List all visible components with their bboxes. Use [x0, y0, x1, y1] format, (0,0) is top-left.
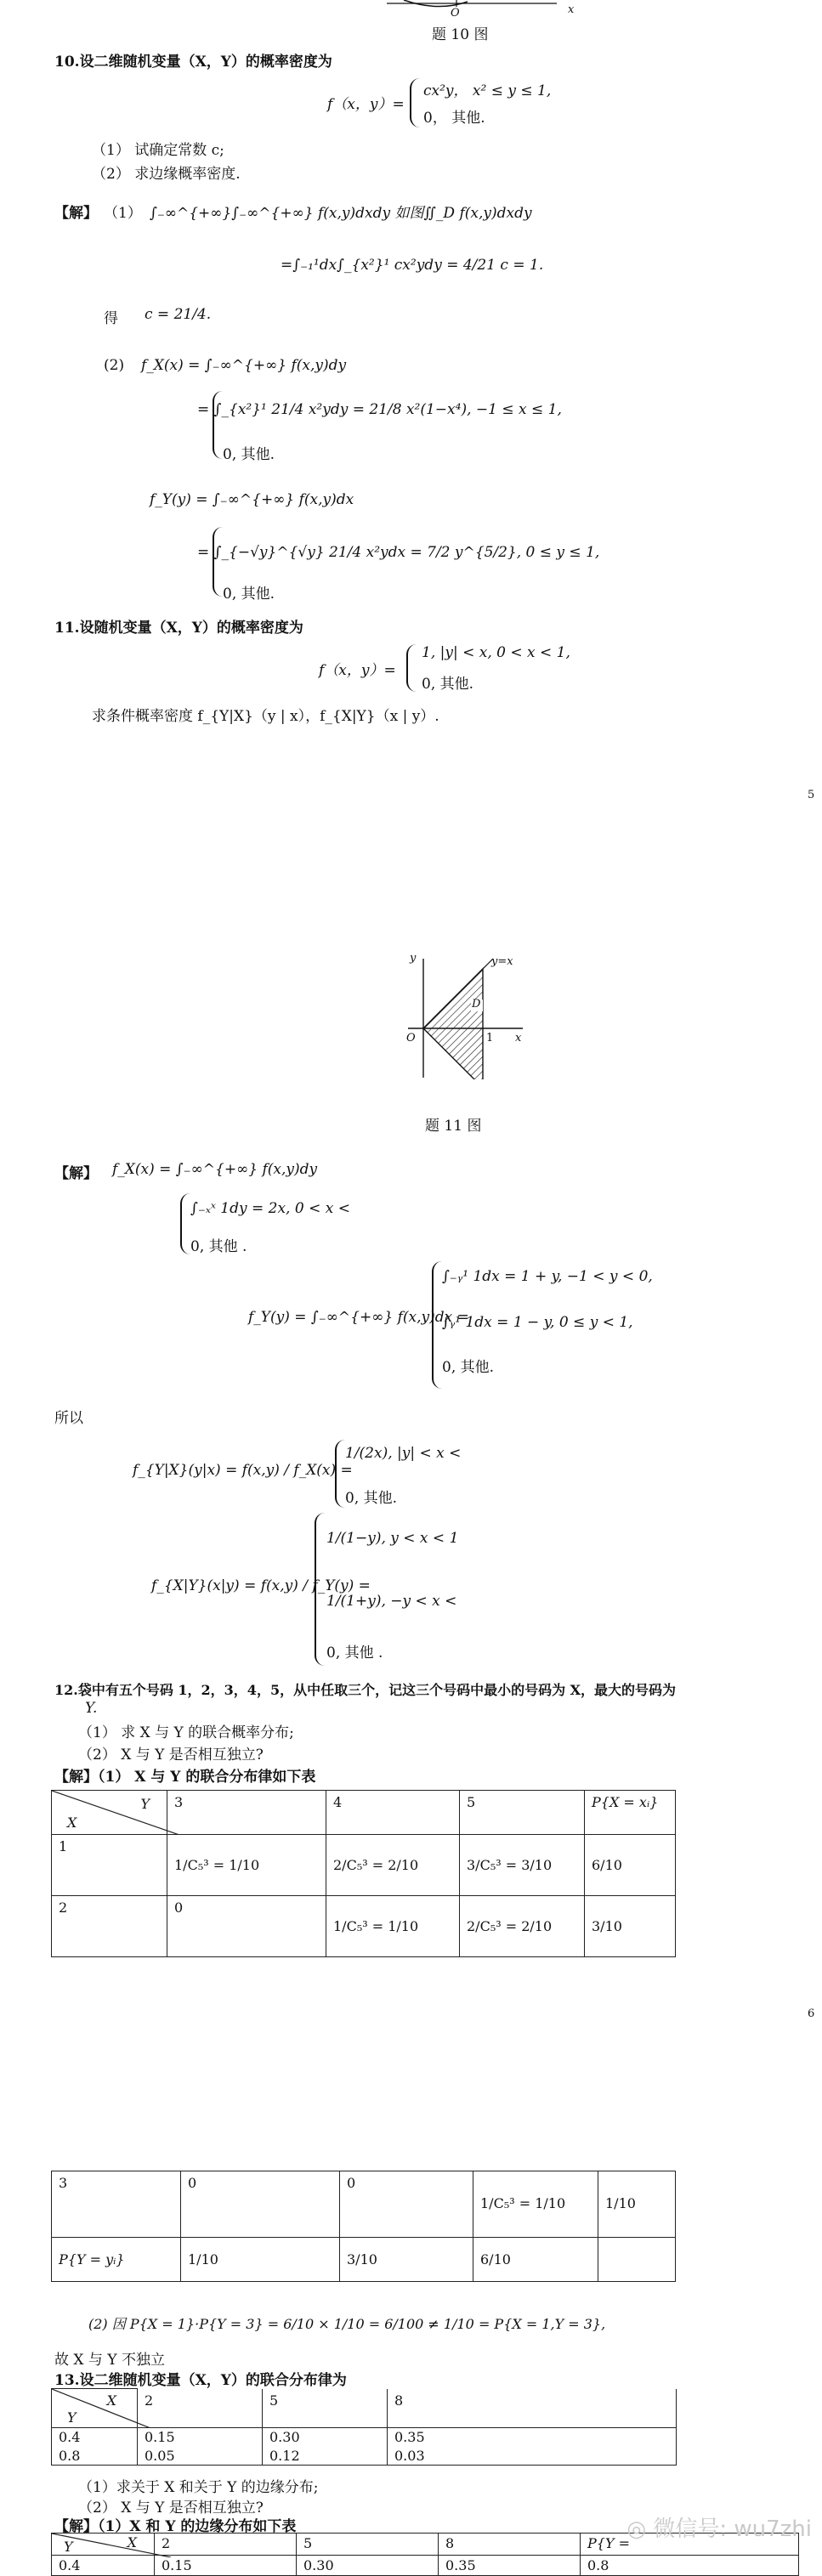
table-cell: 1/10 [598, 2171, 676, 2238]
p13-q2: （2） X 与 Y 是否相互独立? [78, 2500, 264, 2517]
p11-cond2-lhs: f_{X|Y}(x|y) = f(x,y) / f_Y(y) = [151, 1577, 371, 1594]
p13-solution: 【解】（1）X 和 Y 的边缘分布如下表 [54, 2518, 297, 2535]
table-cell: 0 [167, 1896, 326, 1957]
p11-fy-case3: 0, 其他. [442, 1359, 495, 1376]
table-cell: 0 [181, 2171, 340, 2238]
table-corner-cell [52, 2534, 155, 2556]
p11-fx-case1: ∫₋ₓˣ 1dy = 2x, 0 < x < [190, 1200, 350, 1217]
fig11-origin: O [406, 1032, 416, 1045]
column-header: 2 [155, 2534, 297, 2556]
corner-x-label: X [67, 1815, 77, 1831]
p12-joint-table-cont [51, 2171, 676, 2282]
p10-solution-2: (2) [104, 357, 125, 374]
table-cell [598, 2238, 676, 2282]
column-header: 2 [138, 2389, 263, 2428]
fig11-caption: 题 11 图 [425, 1118, 482, 1135]
p10-fy-brace [213, 527, 223, 597]
wechat-icon: ◎ [626, 2517, 654, 2542]
wechat-watermark [626, 2511, 812, 2543]
table-cell: 0.30 [263, 2428, 388, 2447]
p10-eq1: ∫₋∞^{+∞}∫₋∞^{+∞} f(x,y)dxdy 如图∬_D f(x,y)dxdy [150, 205, 532, 222]
row-header: P{Y = yᵢ} [52, 2238, 181, 2282]
table-cell: 1/C₅³ = 1/10 [167, 1835, 326, 1896]
p10-density-brace [410, 78, 420, 127]
p11-cond2-case2: 1/(1+y), −y < x < [326, 1593, 457, 1610]
table-cell: 1/C₅³ = 1/10 [473, 2171, 598, 2238]
table-cell: 6/10 [585, 1835, 676, 1896]
p10-q1: （1） 试确定常数 c; [92, 142, 224, 159]
column-header: P{X = xᵢ} [585, 1791, 676, 1835]
p11-density-case2: 0, 其他. [422, 676, 474, 693]
p11-so: 所以 [54, 1410, 83, 1427]
p13-q1: （1）求关于 X 和关于 Y 的边缘分布; [78, 2479, 319, 2496]
corner-y-label: Y [67, 2409, 77, 2426]
fig11-d-label: D [472, 998, 481, 1011]
table-cell: 2/C₅³ = 2/10 [460, 1896, 585, 1957]
row-header: 2 [52, 1896, 167, 1957]
p11-solution-tag: 【解】 [54, 1165, 98, 1182]
p10-get: 得 [104, 310, 118, 327]
p12-title: 12.袋中有五个号码 1，2，3，4，5，从中任取三个，记这三个号码中最小的号码为 X，最大的号码为 [54, 1682, 677, 1698]
p11-fy-brace [432, 1261, 442, 1389]
column-header: 5 [263, 2389, 388, 2428]
table-cell: 0.30 [297, 2556, 439, 2576]
table-corner-cell [52, 2389, 138, 2428]
row-header: 3 [52, 2171, 181, 2238]
fig10-origin: O [451, 7, 460, 20]
p10-density-lhs: f（x，y）= [327, 96, 405, 113]
p12-joint-table [51, 1790, 676, 1957]
p13-joint-table [51, 2388, 677, 2466]
row-header: 0.4 [52, 2556, 155, 2576]
fig11-y-label: y [410, 952, 417, 965]
table-cell: 0.03 [388, 2447, 677, 2466]
fig11-plot [400, 952, 527, 1079]
p11-fx-def: f_X(x) = ∫₋∞^{+∞} f(x,y)dy [112, 1161, 318, 1178]
table-corner-cell [52, 1791, 167, 1835]
p10-density-case2: 0， 其他. [423, 110, 485, 127]
corner-y-label: Y [64, 2539, 73, 2555]
p11-fx-brace [180, 1193, 190, 1254]
row-header: 0.4 [52, 2428, 138, 2447]
p11-cond1-case2: 0, 其他. [345, 1490, 398, 1507]
p11-fy-def: f_Y(y) = ∫₋∞^{+∞} f(x,y)dx = [248, 1309, 469, 1326]
p12-solution: 【解】（1） X 与 Y 的联合分布律如下表 [54, 1769, 316, 1786]
page-number-6: 6 [808, 2007, 815, 2020]
p10-fy-def: f_Y(y) = ∫₋∞^{+∞} f(x,y)dx [150, 491, 354, 508]
p10-fy-case2: 0, 其他. [223, 586, 275, 603]
table-cell: 1/C₅³ = 1/10 [326, 1896, 460, 1957]
table-cell: 3/10 [585, 1896, 676, 1957]
table-cell: 0.35 [439, 2556, 581, 2576]
p11-cond2-brace [315, 1513, 325, 1666]
fig11-yx-label: y=x [491, 955, 513, 968]
p10-solution-1: （1） [104, 205, 142, 222]
p12-independence: (2) 因 P{X = 1}·P{Y = 3} = 6/10 × 1/10 = 6/100 ≠ 1/10 = P{X = 1,Y = 3}, [88, 2316, 606, 2332]
p10-fy-case1: = ∫_{−√y}^{√y} 21/4 x²ydx = 7/2 y^{5/2}, 0 ≤ y ≤ 1, [197, 544, 600, 561]
table-cell: 0.8 [581, 2556, 799, 2576]
p10-eq2: =∫₋₁¹dx∫_{x²}¹ cx²ydy = 4/21 c = 1. [281, 257, 544, 274]
column-header: 4 [326, 1791, 460, 1835]
p11-title: 11.设随机变量（X，Y）的概率密度为 [54, 620, 303, 637]
p11-cond1-lhs: f_{Y|X}(y|x) = f(x,y) / f_X(x) = [133, 1462, 353, 1479]
p11-fy-case1: ∫₋ᵧ¹ 1dx = 1 + y, −1 < y < 0, [442, 1268, 653, 1285]
table-cell: 3/C₅³ = 3/10 [460, 1835, 585, 1896]
p12-title-cont: Y. [85, 1700, 98, 1717]
table-cell: 0.15 [138, 2428, 263, 2447]
column-header: 5 [297, 2534, 439, 2556]
fig10-plot [387, 0, 582, 17]
fig10-caption: 题 10 图 [432, 26, 489, 43]
p13-title: 13.设二维随机变量（X，Y）的联合分布律为 [54, 2372, 347, 2389]
table-cell: 1/10 [181, 2238, 340, 2282]
corner-y-label: Y [140, 1796, 150, 1812]
table-cell: 3/10 [340, 2238, 473, 2282]
p10-solution-tag: 【解】 [54, 205, 98, 222]
table-cell: 0 [340, 2171, 473, 2238]
table-cell: 0.12 [263, 2447, 388, 2466]
p12-q1: （1） 求 X 与 Y 的联合概率分布; [78, 1724, 294, 1741]
p10-q2: （2） 求边缘概率密度. [92, 166, 241, 183]
p11-density-case1: 1, |y| < x, 0 < x < 1, [422, 644, 570, 661]
column-header: 8 [439, 2534, 581, 2556]
p11-cond1-case1: 1/(2x), |y| < x < [345, 1445, 462, 1462]
watermark-text: 微信号: wu7zhi [653, 2517, 812, 2542]
column-header: P{Y = [581, 2534, 799, 2556]
p10-fx-case2: 0, 其他. [223, 446, 275, 463]
column-header: 5 [460, 1791, 585, 1835]
column-header: 3 [167, 1791, 326, 1835]
p10-density-case1: cx²y， x² ≤ y ≤ 1, [423, 82, 552, 99]
table-cell: 0.15 [155, 2556, 297, 2576]
p12-q2: （2） X 与 Y 是否相互独立? [78, 1747, 264, 1764]
p12-conclusion: 故 X 与 Y 不独立 [54, 2352, 165, 2369]
p11-fy-case2: ∫ᵧ¹ 1dx = 1 − y, 0 ≤ y < 1, [442, 1314, 633, 1331]
p10-c-value: c = 21/4. [145, 306, 212, 323]
p11-density-brace [406, 644, 417, 692]
table-cell: 0.35 [388, 2428, 677, 2447]
p11-cond2-case1: 1/(1−y), y < x < 1 [326, 1530, 459, 1547]
p11-density-lhs: f（x，y）= [319, 662, 396, 679]
fig10-x-label: x [568, 3, 575, 16]
p10-title: 10.设二维随机变量（X，Y）的概率密度为 [54, 54, 332, 71]
p11-ask: 求条件概率密度 f_{Y|X}（y | x），f_{X|Y}（x | y）. [92, 708, 439, 725]
p10-fx-case1: = ∫_{x²}¹ 21/4 x²ydy = 21/8 x²(1−x⁴), −1 ≤ x ≤ 1, [197, 401, 562, 418]
p11-fx-case2: 0, 其他 . [190, 1238, 247, 1255]
p11-cond2-case3: 0, 其他 . [326, 1645, 383, 1662]
p10-fx-def: f_X(x) = ∫₋∞^{+∞} f(x,y)dy [141, 357, 347, 374]
page-number-5: 5 [808, 789, 815, 801]
fig11-x-label: x [515, 1032, 522, 1045]
row-header: 1 [52, 1835, 167, 1896]
table-cell: 0.05 [138, 2447, 263, 2466]
table-cell: 2/C₅³ = 2/10 [326, 1835, 460, 1896]
table-cell: 6/10 [473, 2238, 598, 2282]
row-header: 0.8 [52, 2447, 138, 2466]
corner-x-label: X [127, 2534, 137, 2551]
column-header: 8 [388, 2389, 677, 2428]
p11-cond1-brace [335, 1440, 345, 1508]
corner-x-label: X [106, 2392, 116, 2409]
fig11-one-label: 1 [486, 1032, 494, 1045]
